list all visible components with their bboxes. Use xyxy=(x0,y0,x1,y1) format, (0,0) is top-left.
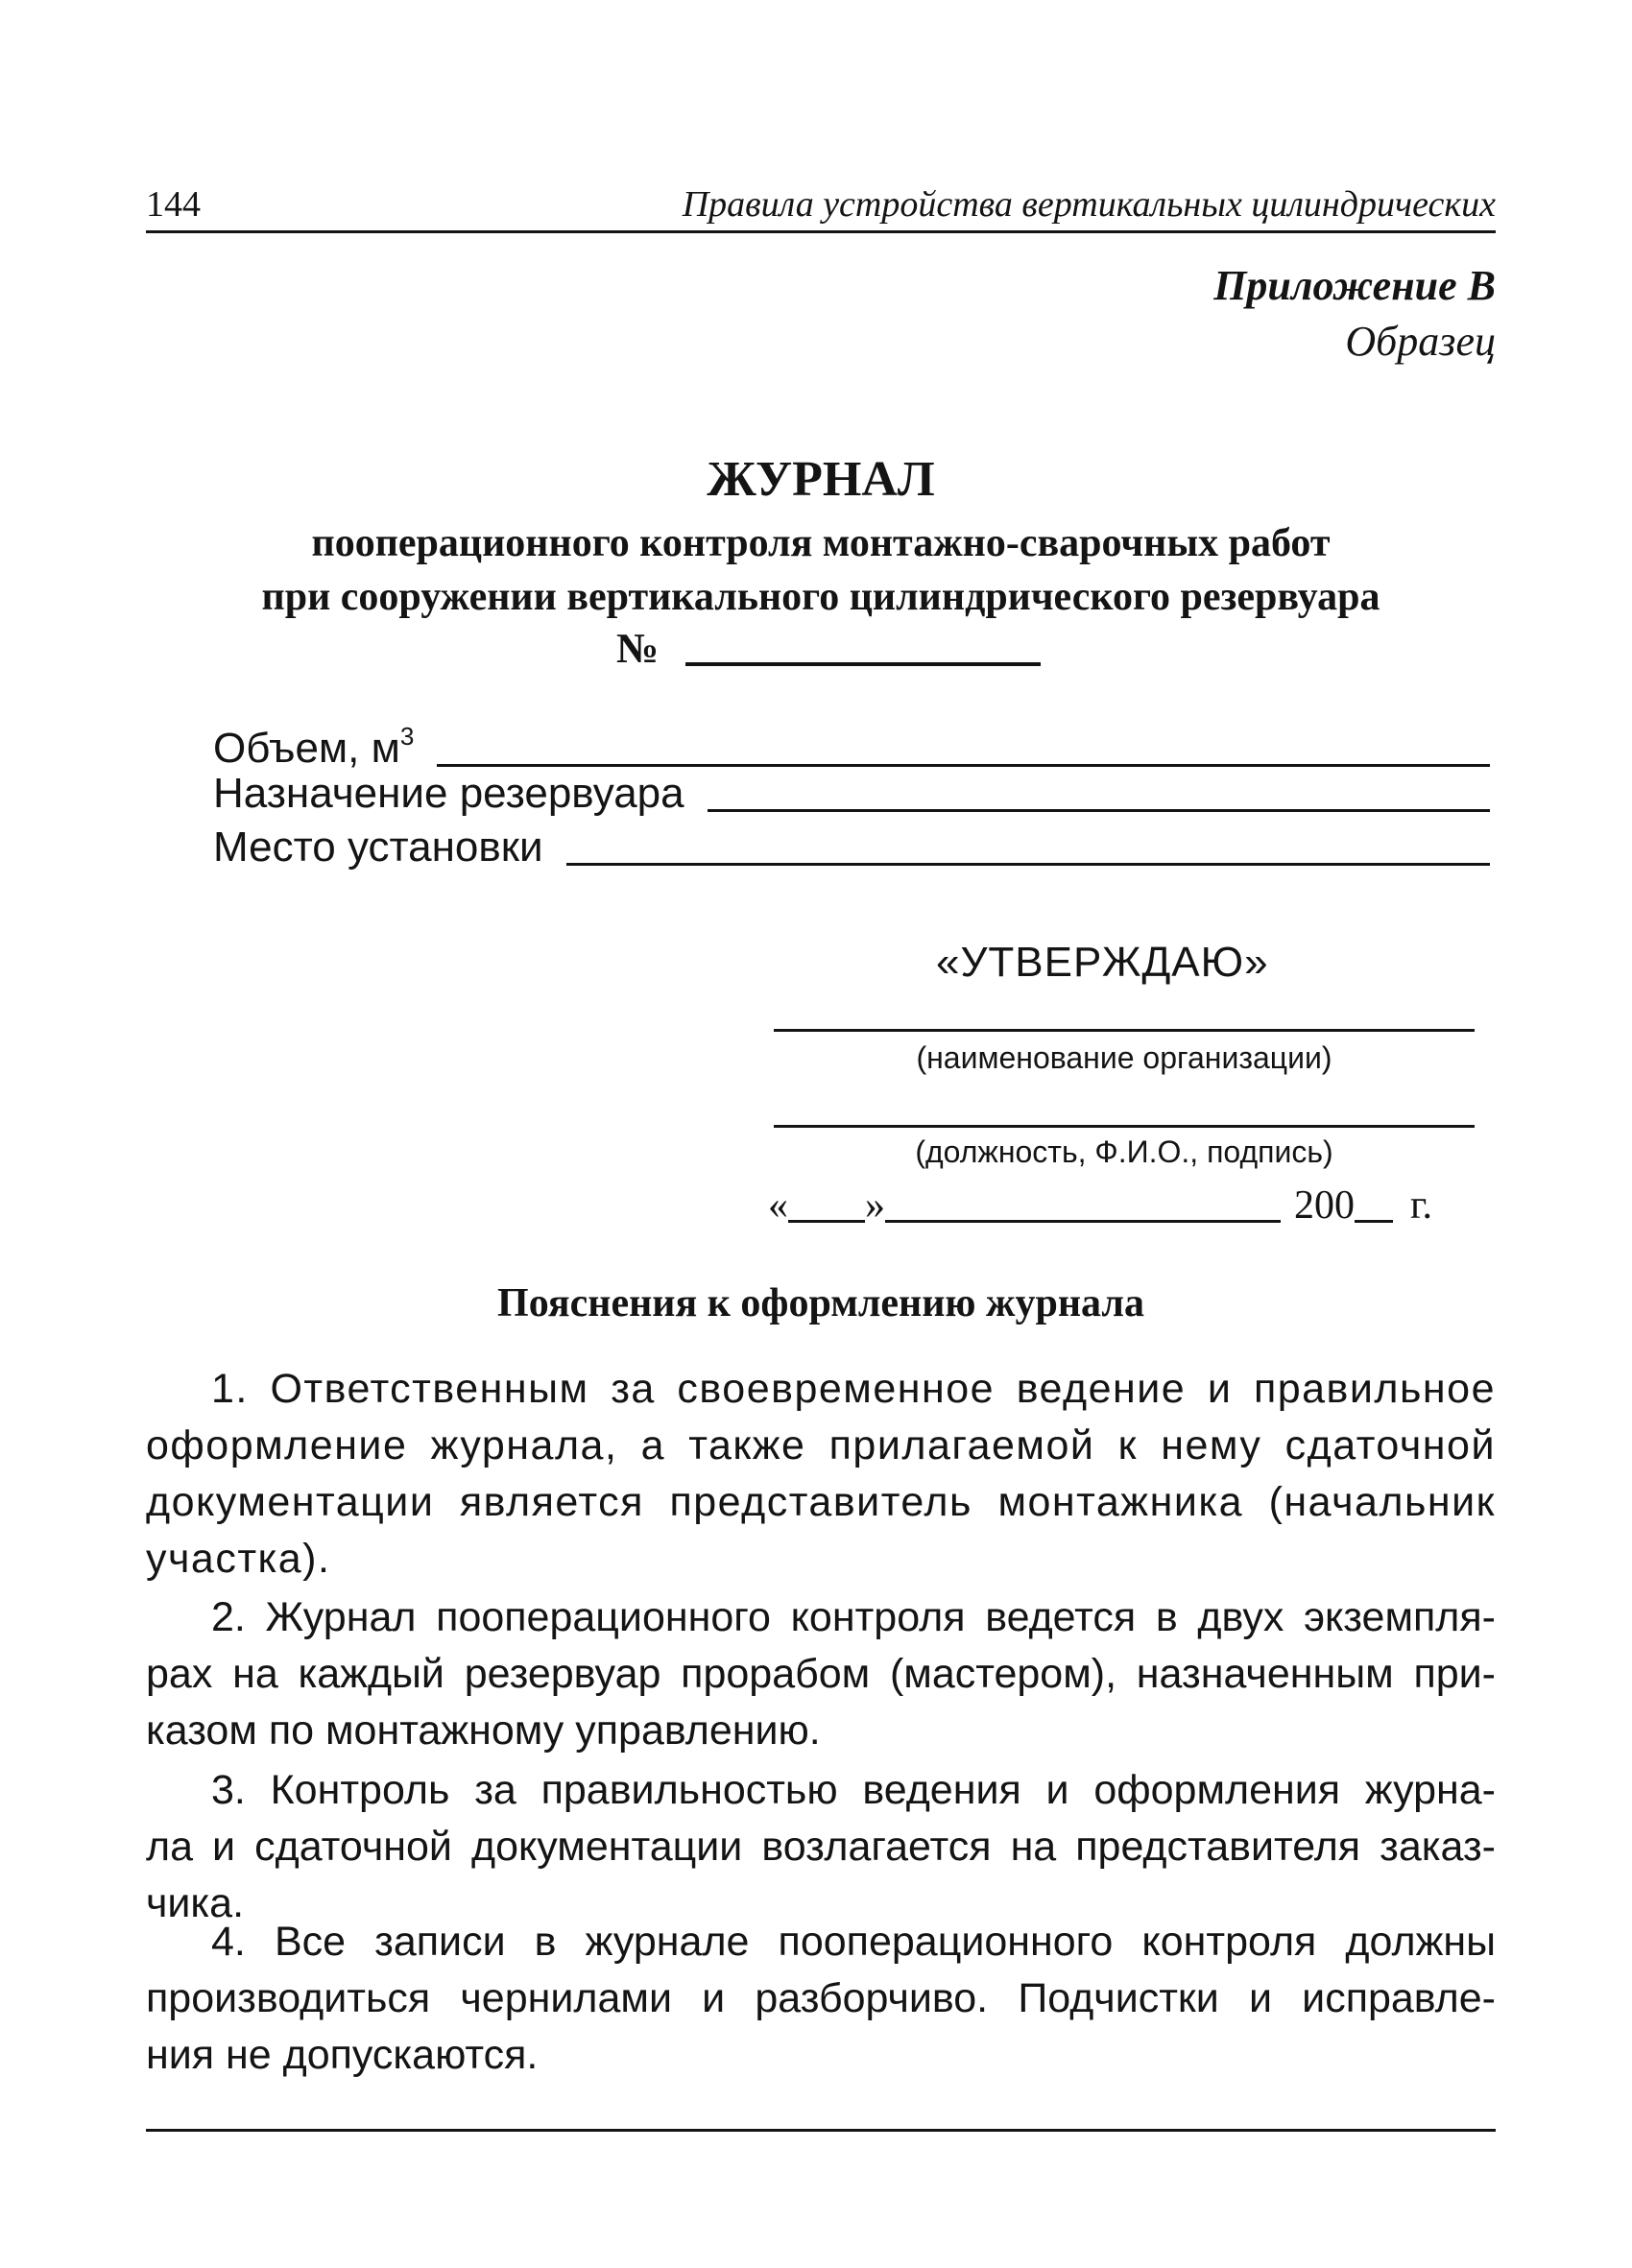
organization-caption: (наименование организации) xyxy=(916,1040,1332,1075)
approval-date-line xyxy=(768,1181,1484,1230)
paragraph-line: документации является представитель монтажника (начальник xyxy=(146,1479,1496,1525)
paragraph-line: 4. Все записи в журнале пооперационного контроля должны xyxy=(211,1919,1496,1965)
location-field xyxy=(213,822,1490,873)
position-caption: (должность, Ф.И.О., подпись) xyxy=(915,1134,1333,1169)
date-open-quote: « xyxy=(768,1183,788,1228)
journal-subtitle-line2: при сооружении вертикального цилиндрического резервуара xyxy=(261,575,1380,619)
purpose-label: Назначение резервуара xyxy=(213,770,684,817)
appendix-label: Приложение В xyxy=(1213,262,1496,309)
explanations-title: Пояснения к оформлению журнала xyxy=(497,1281,1144,1325)
explanation-paragraph-2 xyxy=(146,1589,1496,1759)
explanation-paragraph-1 xyxy=(146,1361,1496,1588)
date-suffix: г. xyxy=(1410,1183,1432,1228)
sample-label: Образец xyxy=(1345,318,1496,365)
paragraph-line: участка). xyxy=(146,1536,331,1582)
running-title: Правила устройства вертикальных цилиндрических xyxy=(682,184,1496,225)
organization-blank xyxy=(774,1029,1475,1032)
footer-rule xyxy=(146,2129,1496,2132)
date-month-blank xyxy=(885,1220,1281,1223)
date-year-blank xyxy=(1355,1220,1393,1223)
number-blank xyxy=(685,662,1041,666)
explanation-paragraph-4 xyxy=(146,1914,1496,2084)
location-blank xyxy=(566,863,1490,866)
paragraph-line: производиться чернилами и разборчиво. Подчистки и исправле- xyxy=(146,1975,1496,2021)
volume-label: Объем, $м^3$ xyxy=(213,722,415,772)
position-blank xyxy=(774,1125,1475,1128)
number-sign: № xyxy=(616,625,660,672)
header-rule xyxy=(146,230,1496,233)
journal-number-field xyxy=(616,624,1041,674)
paragraph-line: оформление журнала, а также прилагаемой к нему сдаточной xyxy=(146,1422,1496,1468)
paragraph-line: 3. Контроль за правильностью ведения и оформления журна- xyxy=(211,1767,1496,1813)
paragraph-line: 2. Журнал пооперационного контроля ведется в двух экземпля- xyxy=(211,1594,1496,1640)
date-close-quote: » xyxy=(865,1183,885,1228)
paragraph-line: ния не допускаются. xyxy=(146,2032,539,2078)
journal-title: ЖУРНАЛ xyxy=(707,452,935,507)
volume-blank xyxy=(437,764,1490,767)
paragraph-line: рах на каждый резервуар прорабом (мастером), назначенным при- xyxy=(146,1651,1496,1697)
paragraph-line: 1. Ответственным за своевременное ведение и правильное xyxy=(211,1366,1496,1412)
volume-field xyxy=(213,710,1490,775)
approval-heading: «УТВЕРЖДАЮ» xyxy=(936,939,1269,986)
explanation-paragraph-3 xyxy=(146,1762,1496,1932)
paragraph-line: чика. xyxy=(146,1880,245,1926)
purpose-blank xyxy=(708,809,1490,812)
location-label: Место установки xyxy=(213,824,543,871)
paragraph-line: ла и сдаточной документации возлагается на представителя заказ- xyxy=(146,1824,1496,1870)
journal-subtitle-line1: пооперационного контроля монтажно-сварочных работ xyxy=(311,521,1331,565)
page-number: 144 xyxy=(146,184,201,225)
date-day-blank xyxy=(788,1220,865,1223)
paragraph-line: казом по монтажному управлению. xyxy=(146,1707,821,1754)
date-year-prefix: 200 xyxy=(1294,1183,1355,1228)
purpose-field xyxy=(213,768,1490,820)
